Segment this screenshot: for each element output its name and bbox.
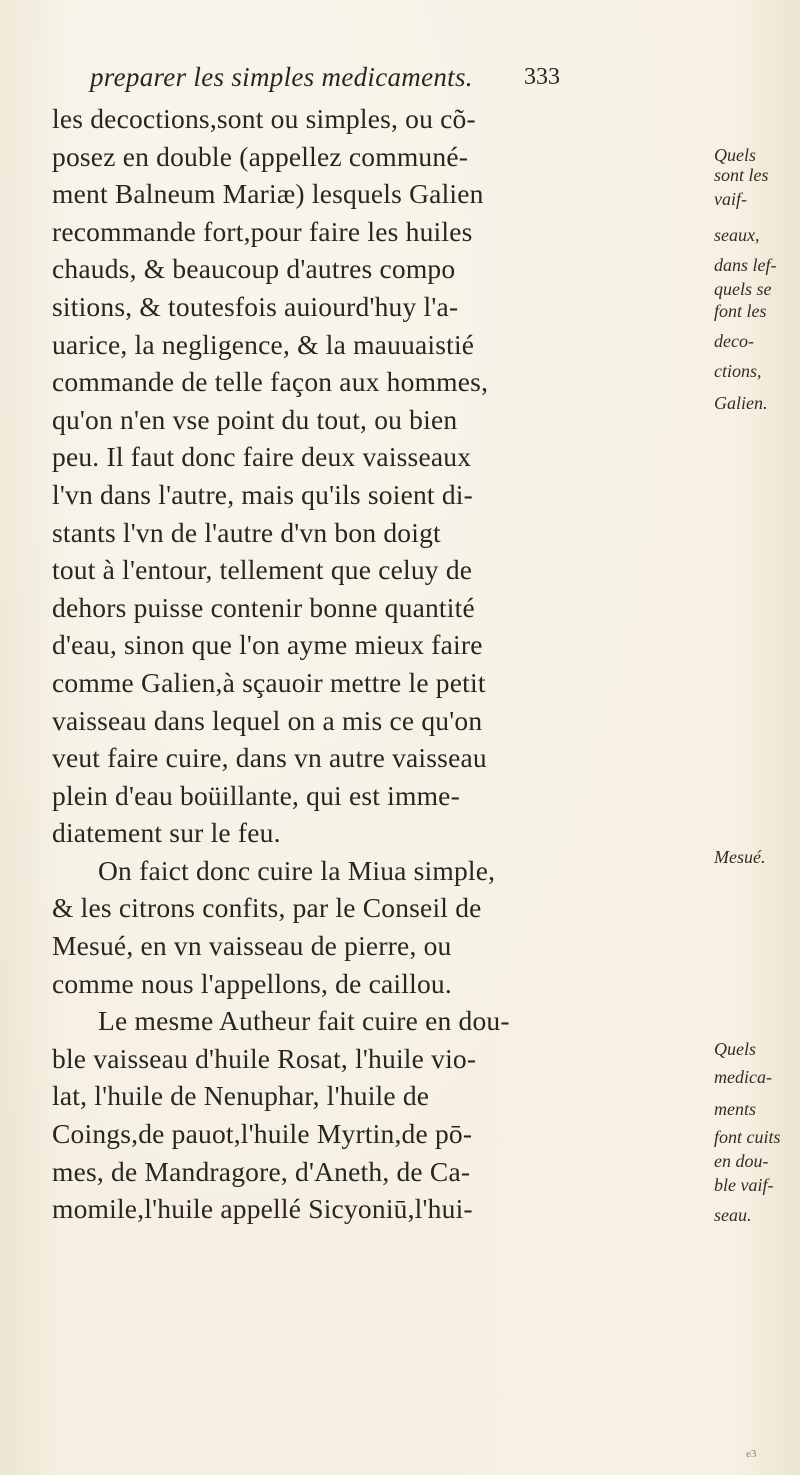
- page-number: 333: [524, 64, 560, 90]
- text-line: chauds, & beaucoup d'autres compo: [52, 253, 456, 285]
- margin-note: font les: [714, 301, 767, 321]
- margin-note: Quels: [714, 1039, 756, 1059]
- text-line: qu'on n'en vse point du tout, ou bien: [52, 403, 458, 435]
- margin-note: medica-: [714, 1067, 772, 1087]
- text-line: Le mesme Autheur fait cuire en dou-: [98, 1005, 510, 1037]
- body-text: [52, 100, 642, 1228]
- margin-note: seau.: [714, 1205, 752, 1225]
- margin-note: seaux,: [714, 225, 760, 245]
- margin-note: en dou-: [714, 1151, 769, 1171]
- text-line: commande de telle façon aux hommes,: [52, 366, 489, 398]
- text-line: sitions, & toutesfois auiourd'huy l'a-: [52, 290, 459, 322]
- text-line: les decoctions,sont ou simples, ou cõ-: [52, 103, 476, 134]
- text-line: ble vaisseau d'huile Rosat, l'huile vio-: [52, 1042, 477, 1074]
- margin-note: Mesué.: [714, 847, 766, 867]
- text-line: Coings,de pauot,l'huile Myrtin,de pō-: [52, 1118, 473, 1150]
- text-line: tout à l'entour, tellement que celuy de: [52, 554, 473, 586]
- margin-note: Quels: [714, 145, 756, 165]
- margin-note: Galien.: [714, 393, 768, 413]
- text-line: plein d'eau boüillante, qui est imme-: [52, 779, 460, 811]
- margin-note: font cuits: [714, 1127, 781, 1147]
- text-line: Mesué, en vn vaisseau de pierre, ou: [52, 930, 452, 962]
- running-title: preparer les simples medicaments.: [90, 62, 473, 92]
- text-line: uarice, la negligence, & la mauuaistié: [52, 328, 475, 360]
- running-head: [90, 62, 560, 102]
- margin-note: sont les: [714, 165, 769, 185]
- margin-note: deco-: [714, 331, 754, 351]
- margin-note: dans lef-: [714, 255, 777, 275]
- text-line: veut faire cuire, dans vn autre vaisseau: [52, 742, 487, 774]
- text-line: peu. Il faut donc faire deux vaisseaux: [52, 441, 472, 473]
- margin-note: ctions,: [714, 361, 762, 381]
- text-line: On faict donc cuire la Miua simple,: [98, 854, 496, 886]
- margin-note: quels se: [714, 279, 772, 299]
- text-line: posez en double (appellez communé-: [52, 140, 469, 172]
- text-line: & les citrons confits, par le Conseil de: [52, 892, 482, 924]
- text-line: stants l'vn de l'autre d'vn bon doigt: [52, 516, 441, 548]
- text-line: recommande fort,pour faire les huiles: [52, 215, 473, 247]
- signature-mark: e3: [746, 1448, 757, 1460]
- text-line: comme Galien,à sçauoir mettre le petit: [52, 666, 486, 698]
- text-line: lat, l'huile de Nenuphar, l'huile de: [52, 1080, 430, 1112]
- text-line: dehors puisse contenir bonne quantité: [52, 591, 475, 623]
- margin-note: vaif-: [714, 189, 747, 209]
- text-line: vaisseau dans lequel on a mis ce qu'on: [52, 704, 483, 736]
- text-line: d'eau, sinon que l'on ayme mieux faire: [52, 629, 483, 661]
- margin-note: ble vaif-: [714, 1175, 774, 1195]
- text-line: momile,l'huile appellé Sicyoniū,l'hui-: [52, 1193, 473, 1225]
- text-line: diatement sur le feu.: [52, 817, 281, 849]
- text-line: l'vn dans l'autre, mais qu'ils soient di-: [52, 478, 473, 510]
- text-line: mes, de Mandragore, d'Aneth, de Ca-: [52, 1155, 471, 1187]
- text-line: ment Balneum Mariæ) lesquels Galien: [52, 178, 484, 210]
- text-line: comme nous l'appellons, de caillou.: [52, 967, 452, 999]
- margin-note: ments: [714, 1099, 756, 1119]
